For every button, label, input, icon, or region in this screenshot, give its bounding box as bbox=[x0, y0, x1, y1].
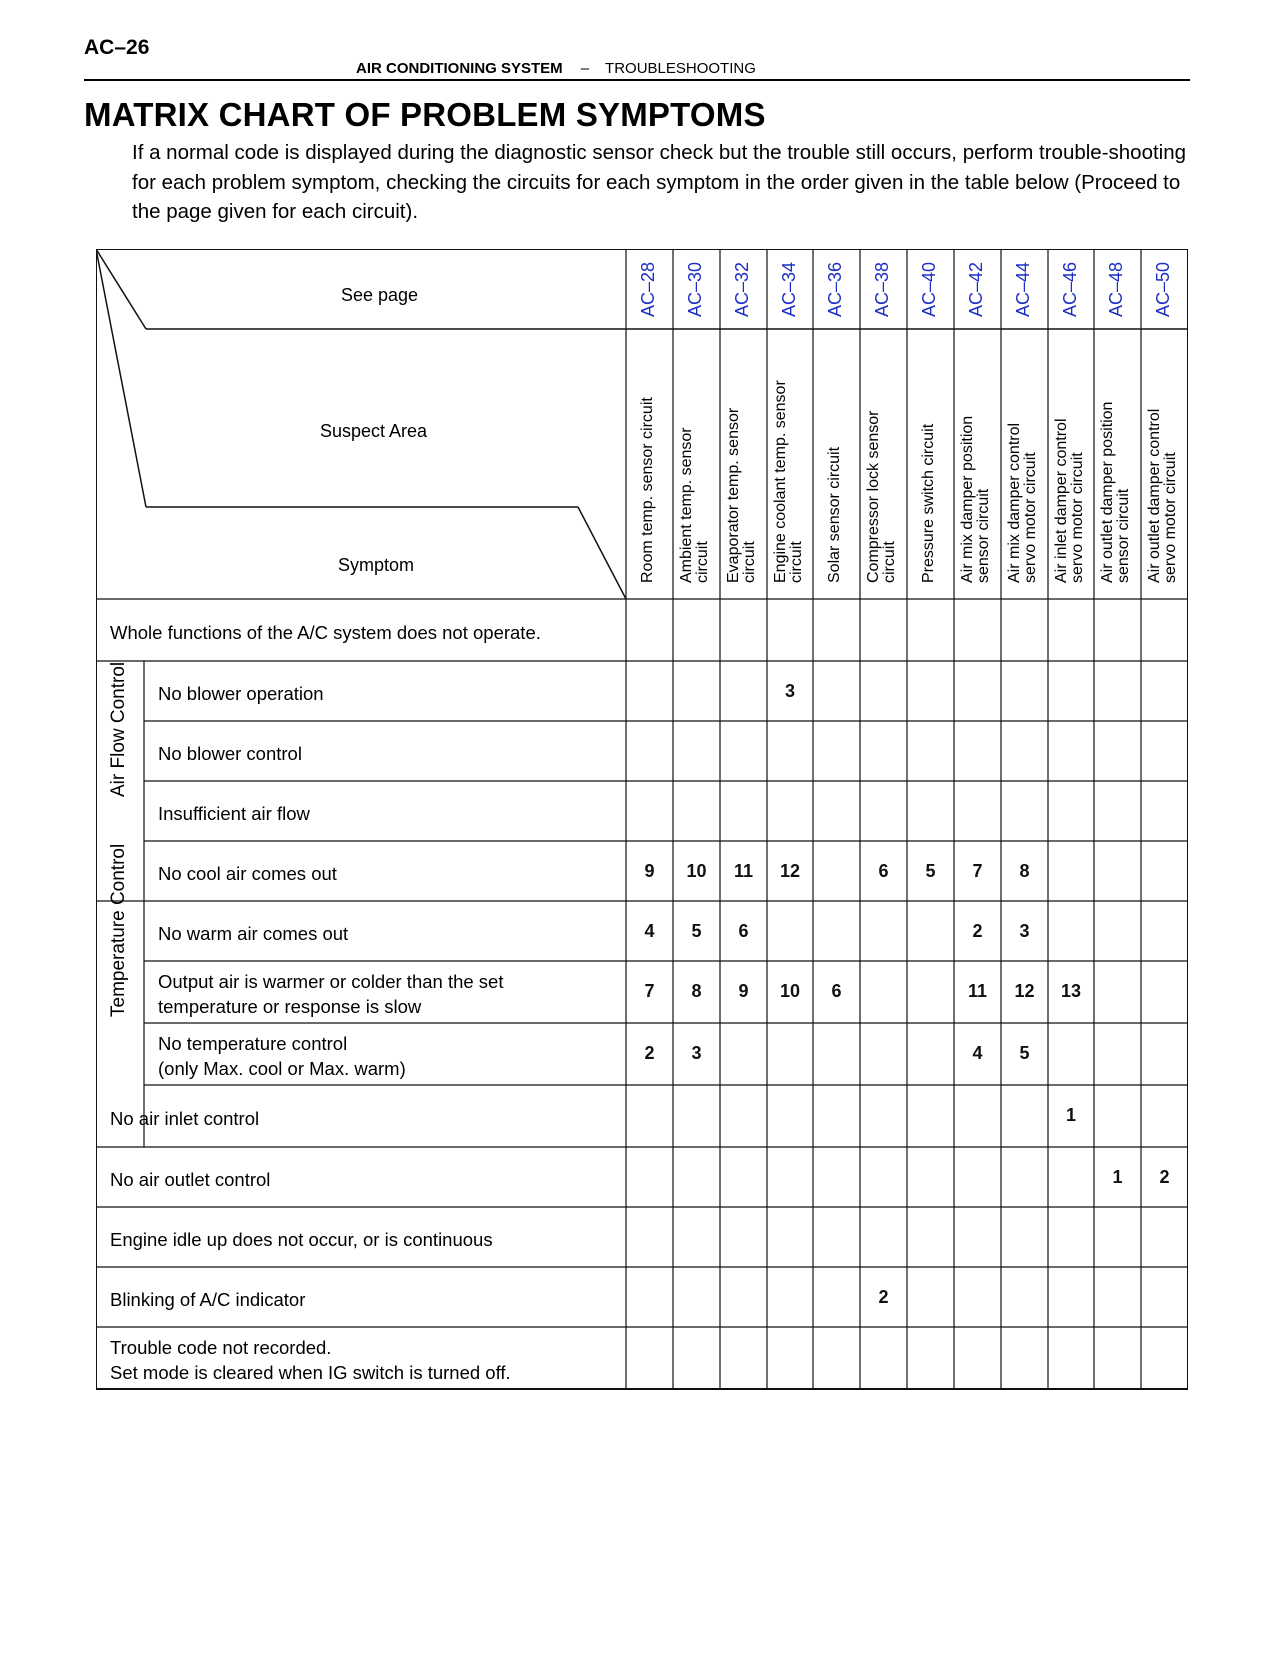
order-cell: 11 bbox=[967, 981, 988, 1001]
symptom-row-label: No blower operation bbox=[158, 683, 324, 704]
symptom-row-label: No blower control bbox=[158, 743, 302, 764]
order-cell: 1 bbox=[1065, 1105, 1076, 1125]
order-cell: 5 bbox=[1019, 1043, 1030, 1063]
order-cell: 7 bbox=[644, 981, 655, 1001]
symptom-row-label: No air inlet control bbox=[110, 1108, 260, 1129]
order-cell: 3 bbox=[784, 681, 795, 701]
order-cell: 8 bbox=[1019, 861, 1030, 881]
order-cell: 5 bbox=[691, 921, 702, 941]
header-separator: – bbox=[580, 60, 590, 77]
suspect-area-label: Compressor lock sensor circuit bbox=[865, 410, 898, 583]
page-ref-ac-38: AC–38 bbox=[872, 261, 892, 317]
symptom-row-label: Engine idle up does not occur, or is continuous bbox=[110, 1229, 493, 1250]
order-cell: 6 bbox=[831, 981, 842, 1001]
page-ref-ac-48: AC–48 bbox=[1106, 261, 1126, 317]
page-title: MATRIX CHART OF PROBLEM SYMPTOMS bbox=[84, 96, 766, 133]
order-cell: 3 bbox=[691, 1043, 702, 1063]
symptom-row-label: No warm air comes out bbox=[158, 923, 349, 944]
order-cell: 9 bbox=[738, 981, 749, 1001]
symptom-row-label: Trouble code not recorded. Set mode is cleared when IG switch is turned off. bbox=[110, 1337, 511, 1383]
suspect-area-label: Air outlet damper position sensor circuit bbox=[1099, 401, 1132, 583]
suspect-area-label: Evaporator temp. sensor circuit bbox=[725, 407, 758, 583]
page-ref-ac-50: AC–50 bbox=[1153, 261, 1173, 317]
order-cell: 6 bbox=[738, 921, 749, 941]
intro-paragraph: If a normal code is displayed during the diagnostic sensor check but the trouble still occurs, perform trouble-shooting for each problem symptom, checking the circuits for each symptom in the order given in the table below (Proceed to the page given for each circuit). bbox=[132, 141, 1187, 223]
section-title: AIR CONDITIONING SYSTEM bbox=[356, 60, 563, 77]
symptom-row-label: No air outlet control bbox=[110, 1169, 271, 1190]
page-ref-ac-32: AC–32 bbox=[732, 261, 752, 317]
order-cell: 5 bbox=[925, 861, 936, 881]
subsection-title: TROUBLESHOOTING bbox=[605, 60, 756, 77]
header-rule bbox=[84, 79, 1190, 81]
order-cell: 12 bbox=[779, 861, 801, 881]
page-ref-ac-46: AC–46 bbox=[1060, 261, 1080, 317]
order-cell: 13 bbox=[1060, 981, 1082, 1001]
symptom-row-label: No cool air comes out bbox=[158, 863, 337, 884]
suspect-area-label: Pressure switch circuit bbox=[920, 423, 937, 583]
page-ref-ac-36: AC–36 bbox=[825, 261, 845, 317]
page-ref-ac-42: AC–42 bbox=[966, 261, 986, 317]
symptom-row-label: Insufficient air flow bbox=[158, 803, 310, 824]
order-cell: 3 bbox=[1019, 921, 1030, 941]
order-cell: 6 bbox=[878, 861, 889, 881]
suspect-area-label: Suspect Area bbox=[320, 421, 428, 441]
order-cell: 2 bbox=[644, 1043, 655, 1063]
group-temperature-control: Temperature Control bbox=[108, 843, 129, 1017]
order-cell: 2 bbox=[972, 921, 983, 941]
order-cell: 10 bbox=[686, 861, 707, 881]
suspect-area-label: Room temp. sensor circuit bbox=[639, 397, 656, 583]
group-air-flow-control: Air Flow Control bbox=[108, 661, 129, 797]
symptom-matrix-table bbox=[96, 249, 1188, 1421]
see-page-label: See page bbox=[341, 285, 419, 305]
page-ref-ac-28: AC–28 bbox=[638, 261, 658, 317]
order-cell: 4 bbox=[972, 1043, 983, 1063]
order-cell: 10 bbox=[779, 981, 801, 1001]
order-cell: 2 bbox=[878, 1287, 889, 1307]
symptom-row-label: No temperature control (only Max. cool or Max. warm) bbox=[158, 1033, 406, 1079]
order-cell: 2 bbox=[1159, 1167, 1170, 1187]
page-number: AC–26 bbox=[84, 36, 150, 59]
page-ref-ac-44: AC–44 bbox=[1013, 261, 1033, 317]
suspect-area-label: Engine coolant temp. sensor circuit bbox=[772, 380, 805, 583]
suspect-area-label: Air inlet damper control servo motor circuit bbox=[1053, 418, 1086, 583]
suspect-area-label: Air outlet damper control servo motor circuit bbox=[1146, 408, 1179, 583]
symptom-row-label: Output air is warmer or colder than the set temperature or response is slow bbox=[158, 971, 504, 1017]
page-ref-ac-30: AC–30 bbox=[685, 261, 705, 317]
order-cell: 11 bbox=[733, 861, 754, 881]
symptom-header-label: Symptom bbox=[338, 555, 415, 575]
header-diagonal bbox=[578, 507, 626, 599]
order-cell: 7 bbox=[972, 861, 983, 881]
page-ref-ac-34: AC–34 bbox=[779, 261, 799, 317]
page-ref-ac-40: AC–40 bbox=[919, 261, 939, 317]
order-cell: 8 bbox=[691, 981, 702, 1001]
order-cell: 1 bbox=[1112, 1167, 1123, 1187]
suspect-area-label: Air mix damper control servo motor circuit bbox=[1006, 422, 1039, 583]
order-cell: 12 bbox=[1014, 981, 1035, 1001]
symptom-row-label: Blinking of A/C indicator bbox=[110, 1289, 306, 1310]
suspect-area-label: Air mix damper position sensor circuit bbox=[959, 415, 992, 583]
order-cell: 4 bbox=[644, 921, 655, 941]
order-cell: 9 bbox=[644, 861, 655, 881]
suspect-area-label: Solar sensor circuit bbox=[826, 446, 843, 583]
suspect-area-label: Ambient temp. sensor circuit bbox=[678, 427, 711, 583]
running-header bbox=[356, 60, 756, 77]
symptom-row-label: Whole functions of the A/C system does not operate. bbox=[110, 622, 541, 643]
